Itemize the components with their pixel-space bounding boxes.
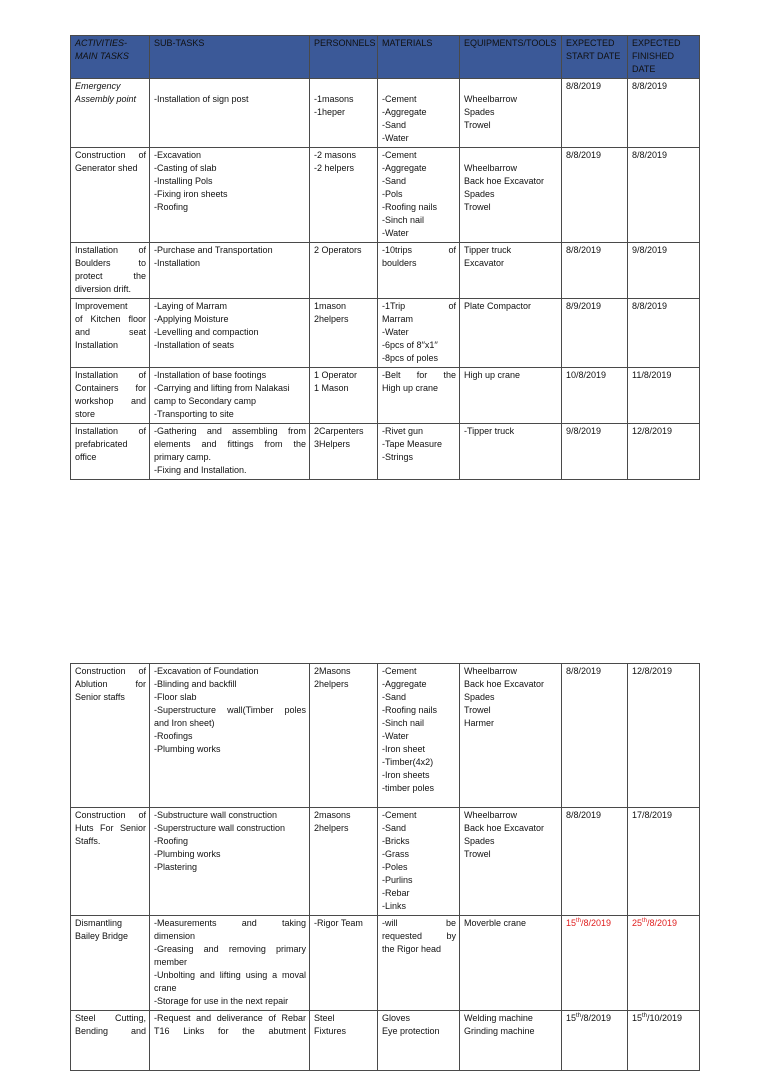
cell-line: Back hoe Excavator [464,176,545,186]
cell-line: -Water [382,327,409,337]
cell-line: -Sand [382,692,407,702]
cell-line: Dismantling [75,918,123,928]
cell-line: -Greasing and removing primary [154,944,306,954]
subtasks-cell [150,368,310,424]
equipment-cell [460,424,562,480]
finish-date-cell [628,916,700,1011]
start-date-cell [562,916,628,1011]
cell-line: -Laying of Marram [154,301,228,311]
materials-cell [378,79,460,148]
materials-cell [378,424,460,480]
cell-line: -Iron sheet [382,744,426,754]
cell-line: 1mason [314,301,347,311]
cell-line [464,80,558,93]
cell-line: -Timber(4x2) [382,757,434,767]
cell-line: Moverble crane [464,918,527,928]
cell-line: 2Masons [314,666,351,676]
header-finish-date: EXPECTED FINISHED DATE [628,36,700,79]
activity-cell [71,299,150,368]
subtasks-cell [150,664,310,808]
cell-line: -Sand [382,176,407,186]
cell-line: -Pols [382,189,403,199]
cell-line: member [154,957,188,967]
table-row [71,424,700,480]
cell-line: 2helpers [314,823,349,833]
cell-line: -Links [382,901,407,911]
cell-line: Construction of [75,150,146,160]
personnel-cell [310,664,378,808]
cell-line: -Fixing and Installation. [154,465,247,475]
finish-date-cell: 8/8/2019 [628,299,700,368]
cell-line: Generator shed [75,163,138,173]
date-ordinal: th [576,918,582,924]
cell-line: Assembly point [75,94,137,104]
materials-cell [378,299,460,368]
cell-line: -2 helpers [314,163,355,173]
personnel-cell [310,1011,378,1071]
cell-line: Ablution for [75,679,146,689]
table-row [71,664,700,808]
cell-line: -Storage for use in the next repair [154,996,289,1006]
equipment-cell [460,664,562,808]
cell-line: the Rigor head [382,944,442,954]
cell-line: -10trips of [382,245,456,255]
activity-cell [71,424,150,480]
cell-line: -Levelling and compaction [154,327,259,337]
cell-line: elements and fittings from the [154,439,306,449]
cell-line: Wheelbarrow [464,163,518,173]
cell-line: Trowel [464,705,491,715]
start-date-cell: 10/8/2019 [562,368,628,424]
cell-line: -Applying Moisture [154,314,229,324]
finish-date-cell: 17/8/2019 [628,808,700,916]
cell-line: -Aggregate [382,679,427,689]
finish-date-cell: 8/8/2019 [628,148,700,243]
activity-cell [71,664,150,808]
table-row [71,808,700,916]
cell-line: Trowel [464,120,491,130]
cell-line: 3Helpers [314,439,351,449]
cell-line: 2Carpenters [314,426,364,436]
cell-line: -Superstructure wall(Timber poles [154,705,306,715]
header-row [71,36,700,79]
table-row [71,368,700,424]
table-row [71,916,700,1011]
cell-line: Staffs. [75,836,101,846]
cell-line: requested by [382,931,456,941]
cell-line: Installation of [75,370,146,380]
cell-line: -Measurements and taking [154,918,306,928]
cell-line: -Roofing nails [382,705,438,715]
cell-line [154,80,306,93]
cell-line: -Installation of base footings [154,370,267,380]
header-subtasks: SUB-TASKS [150,36,310,79]
cell-line: -Fixing iron sheets [154,189,228,199]
cell-line: Spades [464,189,495,199]
date-rest: /8/2019 [581,918,612,928]
cell-line: Fixtures [314,1026,347,1036]
cell-line: -Tape Measure [382,439,443,449]
date-day: 15 [566,1013,577,1023]
cell-line: -Purlins [382,875,413,885]
start-date-cell [562,1011,628,1071]
materials-cell [378,664,460,808]
cell-line: -Excavation [154,150,202,160]
activity-cell [71,368,150,424]
finish-date-cell: 12/8/2019 [628,424,700,480]
cell-line: -Rebar [382,888,410,898]
personnel-cell [310,916,378,1011]
personnel-cell [310,808,378,916]
activity-cell [71,79,150,148]
cell-line: -Grass [382,849,409,859]
finish-date-cell: 12/8/2019 [628,664,700,808]
table-row [71,299,700,368]
cell-line: Harmer [464,718,495,728]
cell-line: and seat [75,327,146,337]
date-day: 25 [632,918,643,928]
cell-line: 2 Operators [314,245,362,255]
cell-line: Spades [464,692,495,702]
activity-cell [71,243,150,299]
cell-line: workshop and [75,396,146,406]
cell-line: -Transporting to site [154,409,234,419]
cell-line: Improvement [75,301,128,311]
start-date-cell: 8/8/2019 [562,808,628,916]
cell-line: Trowel [464,202,491,212]
cell-line: -Iron sheets [382,770,430,780]
equipment-cell [460,243,562,299]
cell-line: -Request and deliverance of Rebar [154,1013,306,1023]
cell-line: Senior staffs [75,692,125,702]
date-day: 15 [632,1013,643,1023]
finish-date-cell [628,1011,700,1071]
personnel-cell [310,424,378,480]
cell-line: Back hoe Excavator [464,823,545,833]
cell-line: -Bricks [382,836,410,846]
cell-line: 2helpers [314,679,349,689]
date-day: 15 [566,918,577,928]
cell-line: -Installing Pols [154,176,213,186]
cell-line: Wheelbarrow [464,94,518,104]
materials-cell [378,368,460,424]
cell-line: -Strings [382,452,414,462]
cell-line: Installation of [75,426,146,436]
cell-line: -Unbolting and lifting using a moval [154,970,306,980]
cell-line [314,80,374,93]
cell-line: -6pcs of 8′′x1′′ [382,340,438,350]
cell-line: -2 masons [314,150,357,160]
cell-line: Installation of [75,245,146,255]
cell-line: -Roofings [154,731,193,741]
personnel-cell [310,243,378,299]
cell-line: Bending and [75,1026,146,1036]
cell-line: Construction of [75,666,146,676]
date-ordinal: th [642,1013,648,1019]
personnel-cell [310,299,378,368]
finish-date-cell: 8/8/2019 [628,79,700,148]
cell-line: -Roofing [154,836,189,846]
cell-line: -Cement [382,94,417,104]
cell-line: protect the [75,271,146,281]
cell-line: store [75,409,96,419]
cell-line: Spades [464,836,495,846]
cell-line: Welding machine [464,1013,533,1023]
materials-cell [378,243,460,299]
header-equipment: EQUIPMENTS/TOOLS [460,36,562,79]
cell-line: -Aggregate [382,163,427,173]
cell-line: -Substructure wall construction [154,810,278,820]
cell-line: -Roofing [154,202,189,212]
cell-line: Plate Compactor [464,301,532,311]
cell-line: Steel Cutting, [75,1013,146,1023]
cell-line: Boulders to [75,258,146,268]
date-ordinal: th [642,918,648,924]
cell-line: -Rivet gun [382,426,424,436]
equipment-cell [460,1011,562,1071]
subtasks-cell [150,808,310,916]
cell-line: -Casting of slab [154,163,217,173]
cell-line: Emergency [75,81,121,91]
cell-line [382,80,456,93]
cell-line: -Sand [382,120,407,130]
personnel-cell [310,368,378,424]
cell-line: -Cement [382,810,417,820]
cell-line: -Purchase and Transportation [154,245,273,255]
cell-line: prefabricated [75,439,128,449]
cell-line: Trowel [464,849,491,859]
equipment-cell [460,148,562,243]
cell-line: Gloves [382,1013,411,1023]
cell-line: T16 Links for the abutment [154,1026,306,1036]
cell-line: -Plastering [154,862,198,872]
table-row [71,148,700,243]
equipment-cell [460,368,562,424]
cell-line: -Sinch nail [382,215,425,225]
start-date-cell: 8/8/2019 [562,79,628,148]
start-date-cell: 8/8/2019 [562,664,628,808]
cell-line: Spades [464,107,495,117]
cell-line: -Superstructure wall construction [154,823,286,833]
start-date-cell: 8/9/2019 [562,299,628,368]
cell-line [464,149,558,162]
cell-line: -1heper [314,107,346,117]
cell-line: Bailey Bridge [75,931,129,941]
cell-line: High up crane [382,383,439,393]
cell-line: -Sinch nail [382,718,425,728]
subtasks-cell [150,1011,310,1071]
date-rest: /8/2019 [647,918,678,928]
table-row [71,1011,700,1071]
start-date-cell: 8/8/2019 [562,243,628,299]
subtasks-cell [150,299,310,368]
cell-line: diversion drift. [75,284,132,294]
task-table-1 [70,35,700,480]
cell-line: -8pcs of poles [382,353,439,363]
cell-line: -Water [382,731,409,741]
cell-line: 1 Operator [314,370,358,380]
cell-line: Steel [314,1013,335,1023]
cell-line: Containers for [75,383,146,393]
finish-date-cell: 11/8/2019 [628,368,700,424]
cell-line: -Installation of seats [154,340,235,350]
cell-line: office [75,452,97,462]
cell-line: -1Trip of [382,301,456,311]
header-personnels: PERSONNELS [310,36,378,79]
subtasks-cell [150,148,310,243]
cell-line: 2masons [314,810,351,820]
activity-cell [71,148,150,243]
cell-line: Wheelbarrow [464,666,518,676]
cell-line: Eye protection [382,1026,440,1036]
cell-line: Back hoe Excavator [464,679,545,689]
cell-line: Wheelbarrow [464,810,518,820]
cell-line: -Water [382,133,409,143]
cell-line: -Belt for the [382,370,456,380]
activity-cell [71,916,150,1011]
start-date-cell: 9/8/2019 [562,424,628,480]
cell-line: -Gathering and assembling from [154,426,306,436]
cell-line: Marram [382,314,413,324]
cell-line: -1masons [314,94,354,104]
cell-line: -Cement [382,150,417,160]
materials-cell [378,916,460,1011]
cell-line: -Sand [382,823,407,833]
cell-line: camp to Secondary camp [154,396,257,406]
cell-line: Grinding machine [464,1026,535,1036]
date-ordinal: th [576,1013,582,1019]
cell-line: -Tipper truck [464,426,515,436]
cell-line: of Kitchen floor [75,314,146,324]
cell-line: and Iron sheet) [154,718,215,728]
task-table-2 [70,663,700,1071]
cell-line: -Carrying and lifting from Nalakasi [154,383,290,393]
date-rest: /8/2019 [581,1013,612,1023]
cell-line: Huts For Senior [75,823,146,833]
cell-line: Installation [75,340,119,350]
activity-cell [71,808,150,916]
cell-line: -Rigor Team [314,918,363,928]
header-materials: MATERIALS [378,36,460,79]
cell-line: -Blinding and backfill [154,679,237,689]
cell-line: -Installation [154,258,201,268]
header-activities: ACTIVITIES- MAIN TASKS [71,36,150,79]
activity-cell [71,1011,150,1071]
cell-line: -Cement [382,666,417,676]
cell-line: -Plumbing works [154,744,221,754]
cell-line: -Roofing nails [382,202,438,212]
cell-line: -Excavation of Foundation [154,666,259,676]
cell-line: primary camp. [154,452,212,462]
table-row [71,79,700,148]
cell-line: dimension [154,931,196,941]
cell-line: Construction of [75,810,146,820]
personnel-cell [310,148,378,243]
equipment-cell [460,916,562,1011]
finish-date-cell: 9/8/2019 [628,243,700,299]
materials-cell [378,808,460,916]
subtasks-cell [150,916,310,1011]
personnel-cell [310,79,378,148]
cell-line: Tipper truck [464,245,512,255]
cell-line: -Floor slab [154,692,197,702]
cell-line: -timber poles [382,783,435,793]
cell-line: -Aggregate [382,107,427,117]
cell-line: 1 Mason [314,383,349,393]
subtasks-cell [150,424,310,480]
cell-line: -Installation of sign post [154,94,249,104]
equipment-cell [460,808,562,916]
start-date-cell: 8/8/2019 [562,148,628,243]
cell-line: boulders [382,258,417,268]
cell-line: -Water [382,228,409,238]
equipment-cell [460,79,562,148]
cell-line: 2helpers [314,314,349,324]
cell-line: -Plumbing works [154,849,221,859]
cell-line: crane [154,983,177,993]
subtasks-cell [150,243,310,299]
cell-line: -will be [382,918,456,928]
cell-line: High up crane [464,370,521,380]
header-start-date: EXPECTED START DATE [562,36,628,79]
equipment-cell [460,299,562,368]
date-rest: /10/2019 [647,1013,683,1023]
cell-line: Excavator [464,258,505,268]
cell-line: -Poles [382,862,408,872]
materials-cell [378,148,460,243]
table-row [71,243,700,299]
subtasks-cell [150,79,310,148]
materials-cell [378,1011,460,1071]
